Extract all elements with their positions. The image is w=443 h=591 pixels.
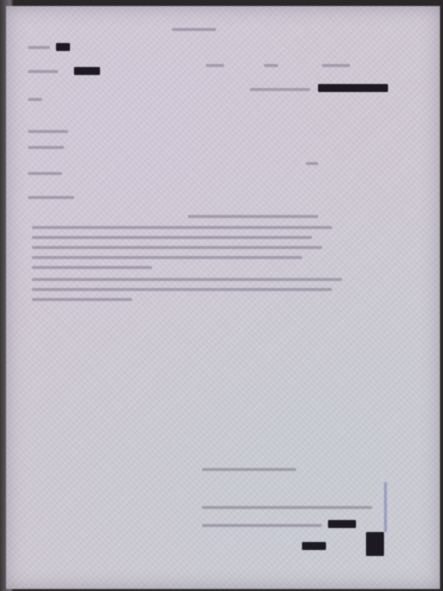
redaction-box — [366, 532, 384, 556]
signature-line — [202, 506, 372, 509]
body-text-line — [32, 298, 132, 301]
body-text-line — [32, 266, 152, 269]
header-date-line — [250, 88, 310, 91]
label-line — [306, 162, 318, 165]
body-text-line — [32, 256, 302, 259]
body-text-line — [32, 226, 332, 229]
document-title — [172, 28, 216, 31]
redaction-box — [74, 67, 100, 75]
header-right-line — [264, 64, 278, 67]
label-line — [28, 130, 68, 133]
closing-line — [202, 468, 296, 471]
header-line-2 — [28, 70, 58, 73]
redaction-box — [302, 542, 326, 550]
label-line — [28, 98, 42, 101]
label-line — [28, 196, 74, 199]
pen-mark — [384, 482, 387, 532]
document-page — [6, 6, 440, 589]
label-line — [28, 172, 62, 175]
body-text-line — [32, 288, 332, 291]
header-line-1 — [28, 46, 50, 49]
body-text-line — [32, 246, 322, 249]
header-right-line — [206, 64, 224, 67]
body-text-line — [188, 215, 318, 218]
body-text-line — [32, 278, 342, 281]
header-right-line — [322, 64, 350, 67]
redaction-box — [56, 43, 70, 51]
body-text-line — [32, 236, 312, 239]
signature-line — [202, 524, 322, 527]
redaction-box — [328, 520, 356, 528]
redaction-box — [318, 84, 388, 92]
label-line — [28, 146, 64, 149]
